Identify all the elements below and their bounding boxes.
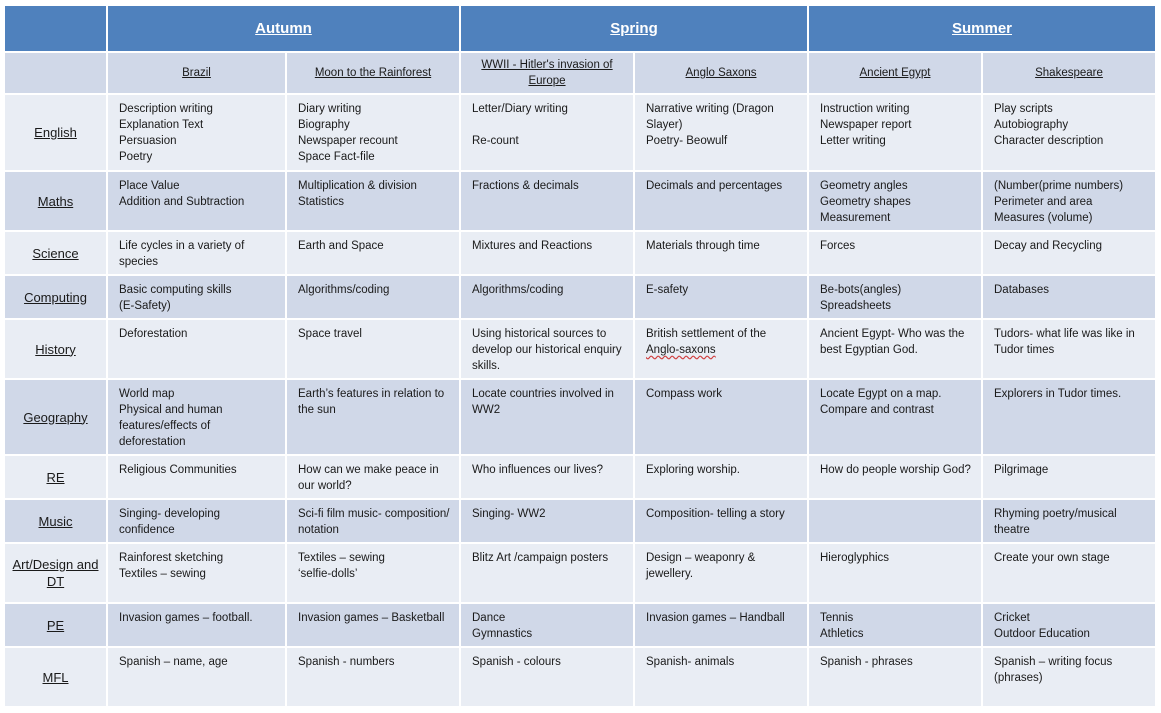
curriculum-table: [3, 4, 1157, 708]
curriculum-cell: [108, 648, 285, 706]
curriculum-cell: [983, 604, 1155, 646]
cell-line: Composition- telling a story: [646, 508, 785, 520]
curriculum-cell: [108, 172, 285, 230]
topic-moon-to-rainforest: Moon to the Rainforest: [287, 53, 459, 93]
subject-label: Computing: [5, 276, 106, 318]
curriculum-cell: [461, 172, 633, 230]
cell-line: Re-count: [472, 135, 519, 147]
curriculum-cell: [461, 604, 633, 646]
cell-line: Measurement: [820, 212, 891, 224]
subject-label: MFL: [5, 648, 106, 706]
cell-line: Deforestation: [119, 328, 188, 340]
cell-line: Tennis: [820, 612, 854, 624]
cell-line: Compass work: [646, 388, 723, 400]
cell-line: Spanish – writing focus (phrases): [994, 656, 1113, 684]
subject-label: Science: [5, 232, 106, 274]
curriculum-cell: [287, 500, 459, 542]
curriculum-cell: [809, 648, 981, 706]
cell-line: Space travel: [298, 328, 362, 340]
cell-line: Spanish - colours: [472, 656, 561, 668]
cell-line: Databases: [994, 284, 1049, 296]
subject-label: Music: [5, 500, 106, 542]
cell-line: Instruction writing: [820, 103, 910, 115]
cell-line: Decimals and percentages: [646, 180, 783, 192]
curriculum-cell: [461, 544, 633, 602]
cell-line: Biography: [298, 119, 350, 131]
cell-line: Singing- developing confidence: [119, 508, 221, 536]
cell-line: Cricket: [994, 612, 1030, 624]
subject-label: English: [5, 95, 106, 170]
cell-line: How do people worship God?: [820, 464, 971, 476]
cell-line: Tudors- what life was like in Tudor times: [994, 328, 1135, 356]
season-summer: Summer: [809, 6, 1155, 51]
curriculum-cell: [461, 232, 633, 274]
curriculum-cell: [461, 276, 633, 318]
subject-row: [5, 648, 1155, 706]
subject-label: Geography: [5, 380, 106, 454]
cell-line: Spanish – name, age: [119, 656, 228, 668]
curriculum-cell: [287, 456, 459, 498]
subject-row: [5, 544, 1155, 602]
subject-row: [5, 276, 1155, 318]
cell-line: Mixtures and Reactions: [472, 240, 593, 252]
curriculum-cell: [108, 544, 285, 602]
curriculum-cell: [287, 604, 459, 646]
cell-line: Spreadsheets: [820, 300, 891, 312]
cell-line: Locate Egypt on a map.: [820, 388, 942, 400]
cell-line: Dance: [472, 612, 506, 624]
subject-row: [5, 95, 1155, 170]
cell-line: Geometry shapes: [820, 196, 911, 208]
curriculum-cell: [108, 456, 285, 498]
subject-label: History: [5, 320, 106, 378]
curriculum-cell: [108, 320, 285, 378]
cell-line: Rainforest sketching: [119, 552, 224, 564]
subject-label: Maths: [5, 172, 106, 230]
cell-line: Space Fact-file: [298, 151, 375, 163]
curriculum-cell: [983, 276, 1155, 318]
curriculum-cell: [983, 95, 1155, 170]
cell-line: Statistics: [298, 196, 345, 208]
cell-line: Create your own stage: [994, 552, 1110, 564]
curriculum-cell: [809, 232, 981, 274]
cell-line: Physical and human features/effects of deforestation: [119, 404, 223, 448]
curriculum-cell: [635, 544, 807, 602]
subject-row: [5, 320, 1155, 378]
curriculum-cell: [983, 544, 1155, 602]
topic-corner: [5, 53, 106, 93]
curriculum-cell: [108, 604, 285, 646]
cell-line: Explorers in Tudor times.: [994, 388, 1122, 400]
curriculum-cell: [108, 95, 285, 170]
cell-line: E-safety: [646, 284, 689, 296]
curriculum-cell: [108, 232, 285, 274]
cell-line: Invasion games – Basketball: [298, 612, 445, 624]
curriculum-cell: [108, 276, 285, 318]
cell-line: British settlement of the: [646, 328, 767, 340]
cell-line: Spanish- animals: [646, 656, 735, 668]
curriculum-cell: [983, 500, 1155, 542]
subject-label: PE: [5, 604, 106, 646]
topic-shakespeare: Shakespeare: [983, 53, 1155, 93]
curriculum-cell: [983, 456, 1155, 498]
curriculum-cell: [287, 320, 459, 378]
cell-line: Measures (volume): [994, 212, 1093, 224]
curriculum-cell: [287, 95, 459, 170]
cell-line: Be-bots(angles): [820, 284, 902, 296]
topic-wwii: WWII - Hitler's invasion of Europe: [461, 53, 633, 93]
curriculum-cell: [287, 380, 459, 454]
cell-line: [472, 117, 625, 133]
cell-line: Newspaper report: [820, 119, 912, 131]
curriculum-cell: [635, 276, 807, 318]
cell-line: Textiles – sewing: [298, 552, 385, 564]
cell-line: Algorithms/coding: [298, 284, 390, 296]
subject-label: RE: [5, 456, 106, 498]
cell-line: ‘selfie-dolls’: [298, 568, 358, 580]
topic-anglo-saxons: Anglo Saxons: [635, 53, 807, 93]
curriculum-cell: [635, 232, 807, 274]
cell-line: Singing- WW2: [472, 508, 546, 520]
curriculum-cell: [287, 172, 459, 230]
cell-line: Geometry angles: [820, 180, 908, 192]
curriculum-cell: [461, 95, 633, 170]
curriculum-cell: [809, 320, 981, 378]
cell-line: Decay and Recycling: [994, 240, 1103, 252]
cell-line: Persuasion: [119, 135, 177, 147]
cell-line: Letter writing: [820, 135, 886, 147]
cell-line: Life cycles in a variety of species: [119, 240, 245, 268]
cell-line: Forces: [820, 240, 856, 252]
cell-line: Addition and Subtraction: [119, 196, 245, 208]
subject-row: [5, 604, 1155, 646]
cell-line: Poetry: [119, 151, 153, 163]
cell-line: World map: [119, 388, 175, 400]
curriculum-cell: [461, 500, 633, 542]
cell-line: Exploring worship.: [646, 464, 740, 476]
cell-line: Blitz Art /campaign posters: [472, 552, 609, 564]
curriculum-cell: [287, 276, 459, 318]
cell-line: How can we make peace in our world?: [298, 464, 439, 492]
curriculum-cell: [635, 172, 807, 230]
subject-row: [5, 232, 1155, 274]
cell-line: Letter/Diary writing: [472, 103, 568, 115]
curriculum-cell: [635, 500, 807, 542]
cell-line: Design – weaponry & jewellery.: [646, 552, 756, 580]
curriculum-cell: [809, 95, 981, 170]
subject-label: Art/Design and DT: [5, 544, 106, 602]
subject-row: [5, 500, 1155, 542]
curriculum-cell: [809, 380, 981, 454]
cell-line: Narrative writing (Dragon Slayer): [646, 103, 774, 131]
cell-line: Outdoor Education: [994, 628, 1090, 640]
cell-line: Hieroglyphics: [820, 552, 890, 564]
cell-line: Place Value: [119, 180, 180, 192]
curriculum-cell: [461, 648, 633, 706]
cell-line: Textiles – sewing: [119, 568, 206, 580]
curriculum-cell: [461, 380, 633, 454]
curriculum-cell: [287, 648, 459, 706]
cell-line: Sci-fi film music- composition/ notation: [298, 508, 450, 536]
cell-line: Earth’s features in relation to the sun: [298, 388, 445, 416]
season-autumn: Autumn: [108, 6, 459, 51]
cell-line: Spanish - numbers: [298, 656, 395, 668]
cell-line: (Number(prime numbers): [994, 180, 1124, 192]
subject-row: [5, 172, 1155, 230]
curriculum-cell: [108, 500, 285, 542]
cell-line: Newspaper recount: [298, 135, 398, 147]
cell-line: Autobiography: [994, 119, 1069, 131]
curriculum-cell: [108, 380, 285, 454]
curriculum-cell: [809, 456, 981, 498]
curriculum-cell: [809, 544, 981, 602]
cell-line: Earth and Space: [298, 240, 384, 252]
curriculum-cell: [983, 232, 1155, 274]
subject-row: [5, 380, 1155, 454]
curriculum-cell: [635, 456, 807, 498]
cell-line: Perimeter and area: [994, 196, 1093, 208]
cell-line: Invasion games – football.: [119, 612, 253, 624]
cell-line: Anglo-saxons: [646, 344, 716, 356]
header-corner: [5, 6, 106, 51]
curriculum-cell: [809, 604, 981, 646]
cell-line: Character description: [994, 135, 1104, 147]
topic-brazil: Brazil: [108, 53, 285, 93]
cell-line: Ancient Egypt- Who was the best Egyptian God.: [820, 328, 965, 356]
curriculum-cell: [809, 276, 981, 318]
cell-line: Multiplication & division: [298, 180, 417, 192]
topic-ancient-egypt: Ancient Egypt: [809, 53, 981, 93]
cell-line: Algorithms/coding: [472, 284, 564, 296]
cell-line: Who influences our lives?: [472, 464, 604, 476]
curriculum-cell: [809, 172, 981, 230]
cell-line: Using historical sources to develop our historical enquiry skills.: [472, 328, 622, 372]
curriculum-cell: [983, 380, 1155, 454]
cell-line: Religious Communities: [119, 464, 237, 476]
curriculum-cell: [635, 95, 807, 170]
cell-line: (E-Safety): [119, 300, 171, 312]
cell-line: Basic computing skills: [119, 284, 232, 296]
subject-row: [5, 456, 1155, 498]
cell-line: Diary writing: [298, 103, 362, 115]
season-spring: Spring: [461, 6, 807, 51]
cell-line: Gymnastics: [472, 628, 533, 640]
curriculum-cell: [461, 320, 633, 378]
cell-line: Fractions & decimals: [472, 180, 579, 192]
cell-line: Rhyming poetry/musical theatre: [994, 508, 1117, 536]
curriculum-cell: [635, 320, 807, 378]
curriculum-cell: [635, 604, 807, 646]
cell-line: Materials through time: [646, 240, 760, 252]
cell-line: Play scripts: [994, 103, 1053, 115]
curriculum-cell: [983, 320, 1155, 378]
cell-line: Athletics: [820, 628, 864, 640]
cell-line: Invasion games – Handball: [646, 612, 785, 624]
cell-line: Spanish - phrases: [820, 656, 913, 668]
curriculum-cell: [983, 172, 1155, 230]
cell-line: Explanation Text: [119, 119, 204, 131]
curriculum-cell: [461, 456, 633, 498]
cell-line: Compare and contrast: [820, 404, 934, 416]
cell-line: Poetry- Beowulf: [646, 135, 728, 147]
cell-line: Description writing: [119, 103, 213, 115]
curriculum-cell: [809, 500, 981, 542]
curriculum-cell: [635, 380, 807, 454]
cell-line: Pilgrimage: [994, 464, 1049, 476]
cell-line: Locate countries involved in WW2: [472, 388, 614, 416]
curriculum-cell: [983, 648, 1155, 706]
curriculum-cell: [635, 648, 807, 706]
curriculum-cell: [287, 232, 459, 274]
curriculum-cell: [287, 544, 459, 602]
